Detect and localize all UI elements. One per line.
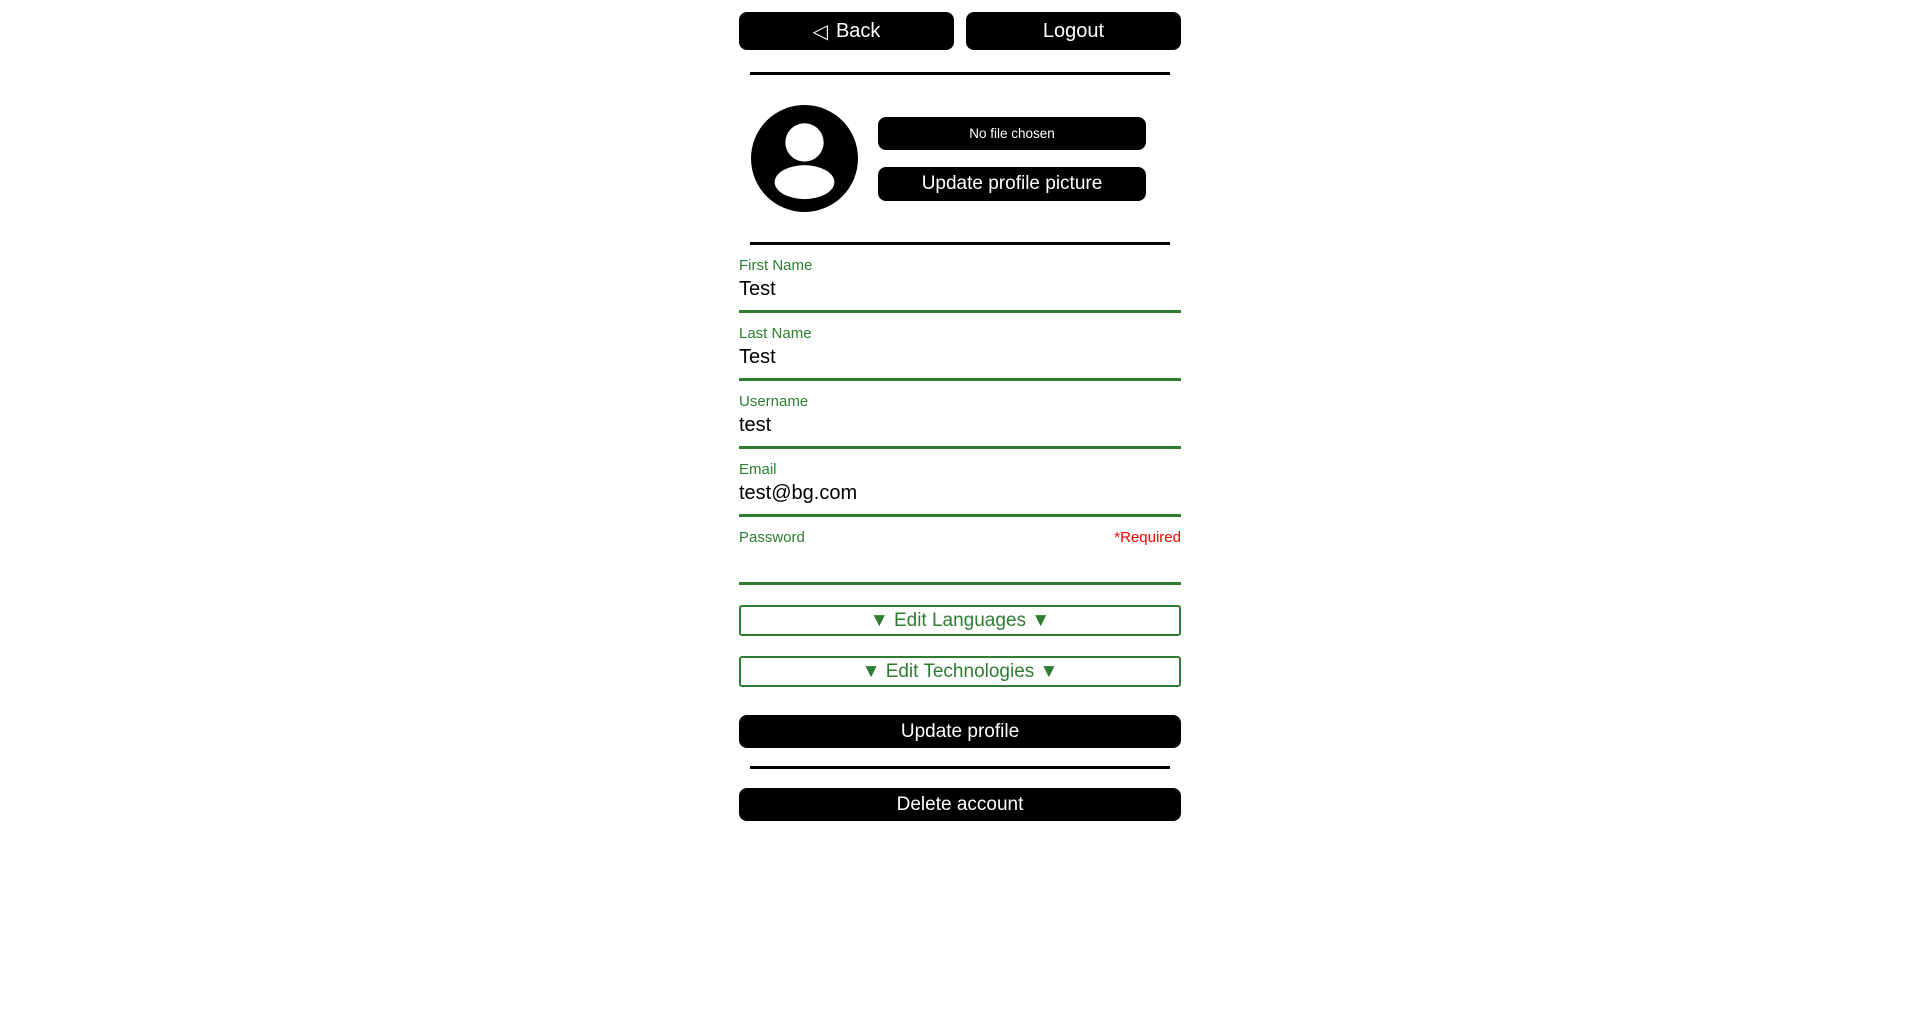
divider-after-avatar [750, 242, 1170, 245]
username-input[interactable] [739, 411, 1181, 449]
password-label: Password [739, 529, 805, 546]
edit-technologies-button[interactable] [739, 656, 1181, 687]
file-input-button[interactable] [878, 117, 1146, 150]
password-input[interactable] [739, 547, 1181, 585]
update-profile-picture-label: Update profile picture [921, 172, 1103, 194]
profile-picture-section [739, 105, 1181, 212]
update-profile-button[interactable] [739, 715, 1181, 748]
username-field-group [739, 393, 1181, 449]
account-avatar-icon [751, 105, 858, 212]
email-input[interactable] [739, 479, 1181, 517]
password-field-group [739, 529, 1181, 585]
first-name-input[interactable] [739, 275, 1181, 313]
picture-action-buttons [878, 117, 1146, 201]
back-button-label: Back [835, 19, 881, 42]
last-name-field-group [739, 325, 1181, 381]
back-button[interactable] [739, 12, 954, 50]
back-arrow-icon: ◁ [812, 20, 828, 43]
edit-languages-button[interactable] [739, 605, 1181, 636]
delete-account-label: Delete account [896, 793, 1024, 815]
last-name-input[interactable] [739, 343, 1181, 381]
first-name-field-group [739, 257, 1181, 313]
last-name-label: Last Name [739, 325, 812, 342]
profile-page [739, 0, 1181, 821]
divider-before-delete [750, 766, 1170, 769]
profile-form [739, 257, 1181, 821]
edit-technologies-label: ▼ Edit Technologies ▼ [861, 660, 1059, 682]
logout-button-label: Logout [1042, 19, 1105, 42]
password-required-note: *Required [1114, 529, 1181, 546]
email-field-group [739, 461, 1181, 517]
divider-top [750, 72, 1170, 75]
first-name-label: First Name [739, 257, 813, 274]
logout-button[interactable] [966, 12, 1181, 50]
edit-languages-label: ▼ Edit Languages ▼ [869, 609, 1051, 631]
top-button-row [739, 12, 1181, 50]
email-label: Email [739, 461, 777, 478]
file-input-label: No file chosen [969, 125, 1055, 141]
username-label: Username [739, 393, 809, 410]
delete-account-button[interactable] [739, 788, 1181, 821]
update-profile-picture-button[interactable] [878, 167, 1146, 201]
update-profile-label: Update profile [900, 720, 1020, 742]
